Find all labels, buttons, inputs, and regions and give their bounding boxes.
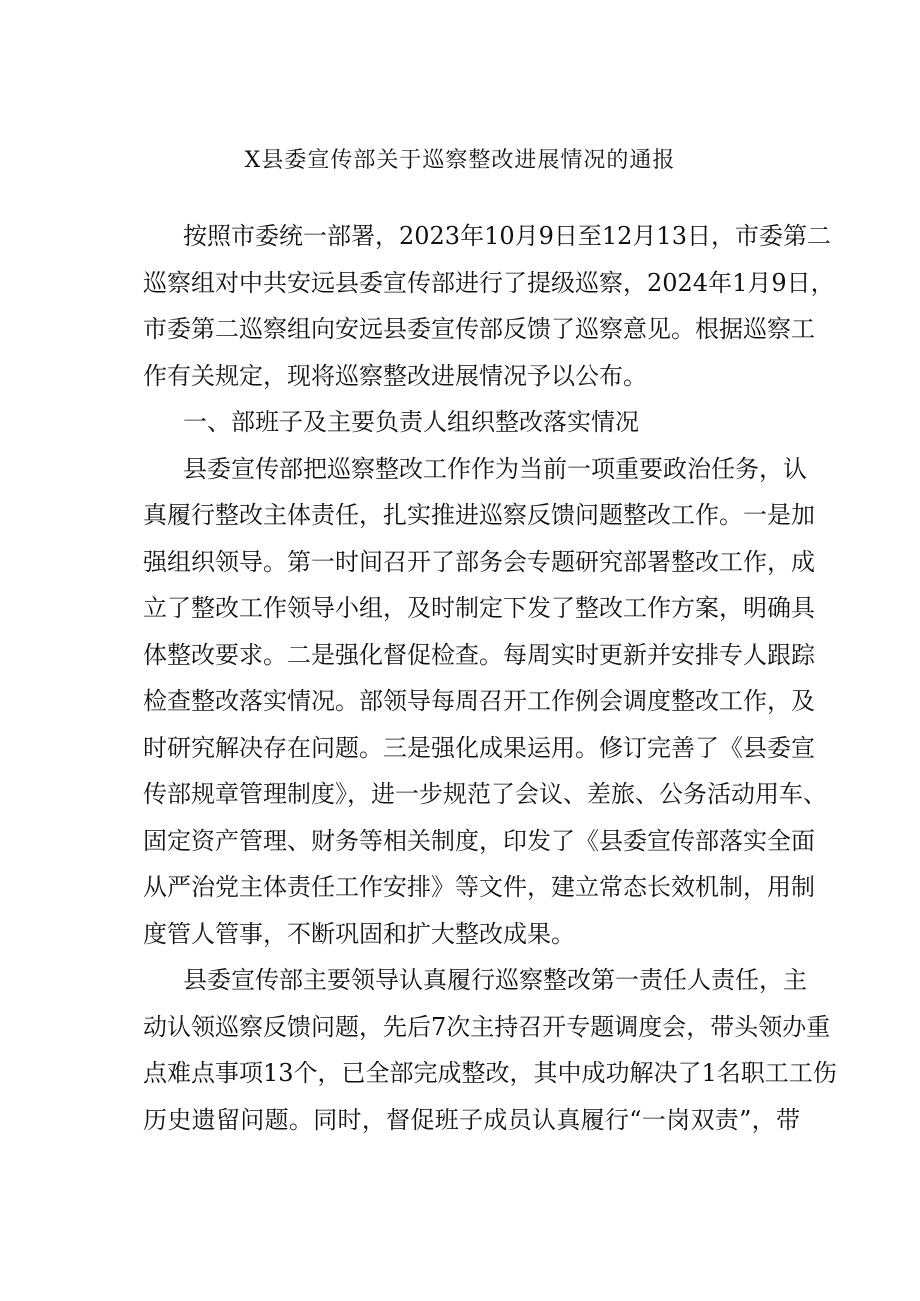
- paragraph-1-line-1: 按照市委统一部署，2023年10月9日至12月13日，市委第二: [183, 222, 831, 250]
- paragraph-1-line-3: 市委第二巡察组向安远县委宣传部反馈了巡察意见。根据巡察工: [143, 315, 815, 343]
- paragraph-3-line-4: 历史遗留问题。同时，督促班子成员认真履行“一岗双责”，带: [143, 1105, 800, 1134]
- paragraph-2-line-7: 时研究解决存在问题。三是强化成果运用。修订完善了《县委宣: [143, 733, 815, 762]
- paragraph-1-line-4: 作有关规定，现将巡察整改进展情况予以公布。: [143, 361, 647, 390]
- document-title: X县委宣传部关于巡察整改进展情况的通报: [244, 148, 676, 173]
- paragraph-2-line-2: 真履行整改主体责任，扎实推进巡察反馈问题整改工作。一是加: [143, 501, 815, 529]
- paragraph-2-line-11: 度管人管事，不断巩固和扩大整改成果。: [143, 919, 575, 948]
- paragraph-2-line-5: 体整改要求。二是强化督促检查。每周实时更新并安排专人跟踪: [143, 640, 815, 669]
- paragraph-1-line-2: 巡察组对中共安远县委宣传部进行了提级巡察，2024年1月9日，: [143, 268, 835, 297]
- paragraph-2-line-9: 固定资产管理、财务等相关制度，印发了《县委宣传部落实全面: [143, 826, 815, 855]
- paragraph-3-line-3: 点难点事项13个，已全部完成整改，其中成功解决了1名职工工伤: [143, 1059, 837, 1087]
- document-body: [143, 213, 837, 1143]
- paragraph-2-line-4: 立了整改工作领导小组，及时制定下发了整改工作方案，明确具: [143, 594, 815, 622]
- paragraph-2-line-6: 检查整改落实情况。部领导每周召开工作例会调度整改工作，及: [143, 687, 815, 715]
- paragraph-3-line-2: 动认领巡察反馈问题，先后7次主持召开专题调度会，带头领办重: [143, 1012, 831, 1041]
- paragraph-2-line-1: 县委宣传部把巡察整改工作作为当前一项重要政治任务，认: [183, 454, 807, 483]
- paragraph-2-line-8: 传部规章管理制度》，进一步规范了会议、差旅、公务活动用车、: [143, 780, 827, 808]
- paragraph-2-line-10: 从严治党主体责任工作安排》等文件，建立常态长效机制，用制: [143, 873, 815, 901]
- paragraph-3-line-1: 县委宣传部主要领导认真履行巡察整改第一责任人责任，主: [183, 966, 807, 994]
- paragraph-2-line-3: 强组织领导。第一时间召开了部务会专题研究部署整改工作，成: [143, 547, 815, 576]
- section-heading-1: 一、部班子及主要负责人组织整改落实情况: [183, 408, 639, 436]
